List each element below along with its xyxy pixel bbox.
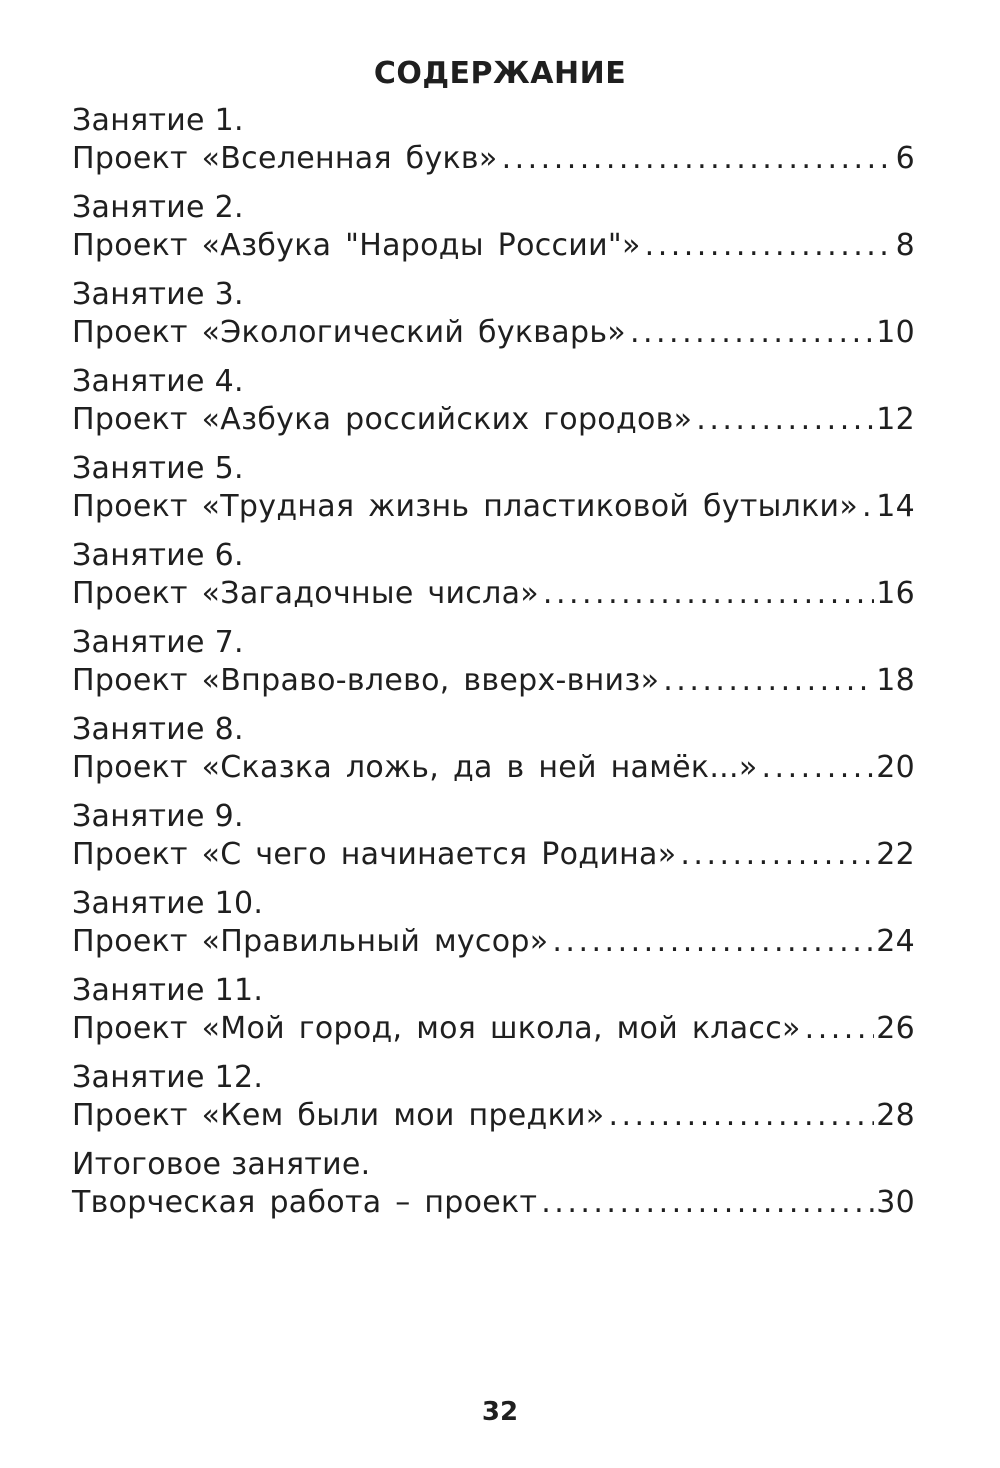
toc-project-title: Проект «Трудная жизнь пластиковой бутылки» [72, 489, 858, 524]
toc-project-title: Проект «Кем были мои предки» [72, 1098, 605, 1133]
toc-row [72, 488, 915, 526]
toc-entry [72, 537, 915, 624]
toc-lesson-label: Занятие 11. [72, 973, 264, 1008]
toc-page-number: 18 [876, 663, 915, 698]
toc-leader-dots [696, 401, 874, 439]
toc-leader-dots [543, 575, 874, 613]
toc-lesson-label: Занятие 5. [72, 451, 244, 486]
toc-leader-dots [541, 1184, 874, 1222]
toc-leader-dots [762, 749, 875, 787]
toc-lesson-label: Занятие 2. [72, 190, 244, 225]
toc-project-title: Проект «Экологический букварь» [72, 315, 626, 350]
toc-project-title: Проект «Азбука "Народы России"» [72, 228, 641, 263]
toc-row [72, 749, 915, 787]
table-of-contents [72, 102, 915, 1233]
toc-entry [72, 450, 915, 537]
toc-leader-dots [805, 1010, 875, 1048]
toc-row [72, 1097, 915, 1135]
toc-project-title: Проект «Вселенная букв» [72, 141, 498, 176]
toc-lesson-label: Занятие 6. [72, 538, 244, 573]
toc-project-title: Проект «Азбука российских городов» [72, 402, 693, 437]
toc-leader-dots [630, 314, 874, 352]
toc-leader-dots [502, 140, 894, 178]
toc-page-number: 30 [876, 1185, 915, 1220]
toc-page-number: 10 [876, 315, 915, 350]
toc-page-number: 22 [876, 837, 915, 872]
toc-page-number: 20 [876, 750, 915, 785]
toc-page-number: 26 [876, 1011, 915, 1046]
toc-entry [72, 972, 915, 1059]
toc-page-number: 14 [876, 489, 915, 524]
toc-page-number: 8 [895, 228, 915, 263]
toc-leader-dots [862, 488, 874, 526]
toc-row [72, 923, 915, 961]
toc-entry [72, 189, 915, 276]
toc-page-number: 16 [876, 576, 915, 611]
toc-lesson-label: Занятие 9. [72, 799, 244, 834]
toc-page-number: 24 [876, 924, 915, 959]
toc-lesson-label: Итоговое занятие. [72, 1147, 371, 1182]
toc-row [72, 314, 915, 352]
toc-project-title: Проект «Загадочные числа» [72, 576, 539, 611]
toc-entry [72, 711, 915, 798]
toc-lesson-label: Занятие 7. [72, 625, 244, 660]
toc-leader-dots [680, 836, 874, 874]
toc-entry [72, 885, 915, 972]
toc-entry [72, 102, 915, 189]
toc-project-title: Проект «Мой город, моя школа, мой класс» [72, 1011, 801, 1046]
toc-row [72, 575, 915, 613]
toc-lesson-label: Занятие 4. [72, 364, 244, 399]
toc-entry [72, 1059, 915, 1146]
toc-row [72, 227, 915, 265]
toc-entry [72, 798, 915, 885]
toc-lesson-label: Занятие 12. [72, 1060, 264, 1095]
toc-page-number: 28 [876, 1098, 915, 1133]
toc-leader-dots [552, 923, 874, 961]
toc-leader-dots [608, 1097, 874, 1135]
toc-project-title: Проект «Сказка ложь, да в ней намёк...» [72, 750, 758, 785]
toc-lesson-label: Занятие 3. [72, 277, 244, 312]
toc-lesson-label: Занятие 1. [72, 103, 244, 138]
toc-project-title: Проект «Вправо-влево, вверх-вниз» [72, 663, 660, 698]
toc-entry [72, 624, 915, 711]
toc-project-title: Творческая работа – проект [72, 1185, 538, 1220]
toc-row [72, 1184, 915, 1222]
toc-row [72, 401, 915, 439]
toc-entry [72, 276, 915, 363]
toc-row [72, 1010, 915, 1048]
toc-project-title: Проект «С чего начинается Родина» [72, 837, 677, 872]
toc-lesson-label: Занятие 8. [72, 712, 244, 747]
toc-entry [72, 1146, 915, 1233]
toc-entry [72, 363, 915, 450]
page-title: СОДЕРЖАНИЕ [373, 56, 627, 91]
toc-row [72, 140, 915, 178]
toc-leader-dots [645, 227, 894, 265]
toc-row [72, 836, 915, 874]
toc-project-title: Проект «Правильный мусор» [72, 924, 549, 959]
toc-row [72, 662, 915, 700]
toc-leader-dots [663, 662, 874, 700]
toc-page-number: 6 [895, 141, 915, 176]
toc-page-number: 12 [876, 402, 915, 437]
page-number: 32 [481, 1397, 519, 1427]
toc-lesson-label: Занятие 10. [72, 886, 264, 921]
